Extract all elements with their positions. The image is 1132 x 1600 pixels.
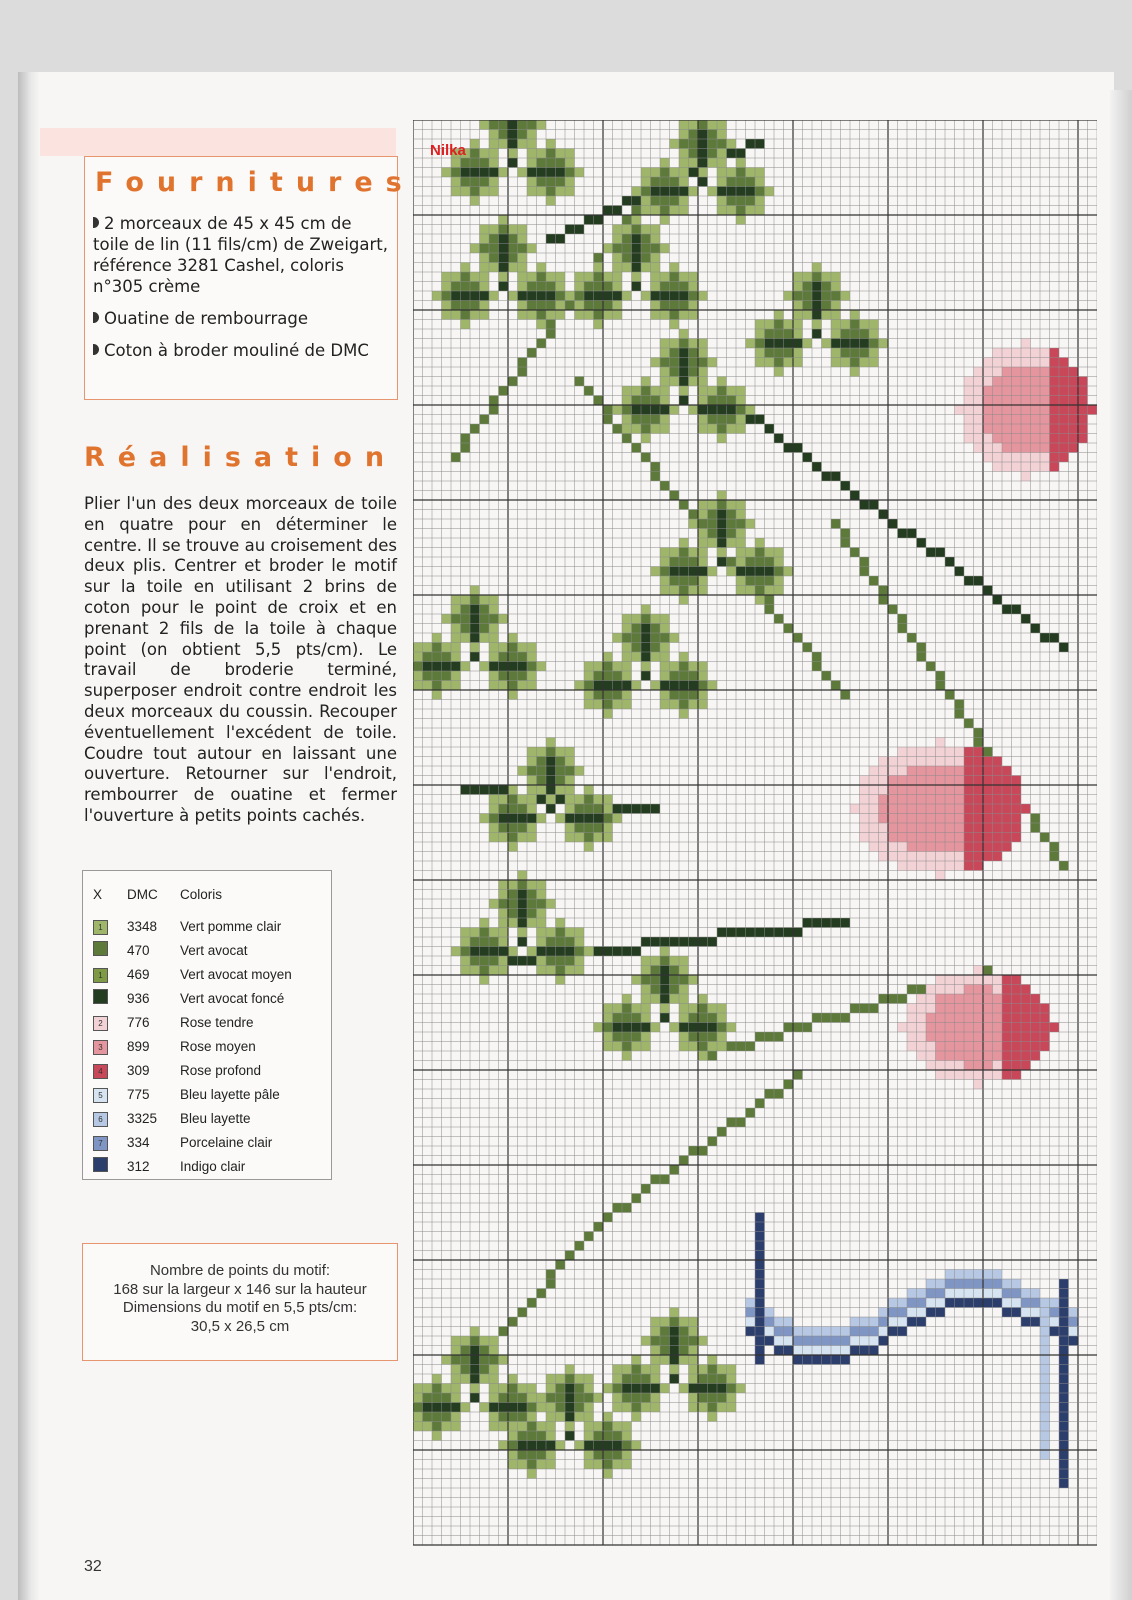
chart-grid [413, 120, 1097, 1545]
color-swatch: 1 [93, 920, 108, 935]
realisation-title: Réalisation [84, 442, 398, 473]
dmc-code: 469 [127, 966, 150, 982]
color-name: Bleu layette pâle [180, 1086, 280, 1102]
color-name: Vert avocat moyen [180, 966, 292, 982]
color-name: Rose tendre [180, 1014, 254, 1030]
decorative-band [40, 128, 396, 156]
legend-row [93, 1058, 292, 1082]
page-edge [1110, 90, 1132, 1600]
book-binding-shadow [18, 72, 40, 1600]
color-swatch: 5 [93, 1088, 108, 1103]
stitch-count-line: Nombre de points du motif: [149, 1262, 331, 1279]
legend-row [93, 1154, 292, 1178]
color-name: Rose moyen [180, 1038, 256, 1054]
color-swatch: 3 [93, 1040, 108, 1055]
bullet-icon [93, 312, 99, 323]
fournitures-box [84, 156, 415, 400]
dmc-code: 775 [127, 1086, 150, 1102]
dmc-code: 776 [127, 1014, 150, 1030]
legend-header-x: X [93, 886, 103, 902]
fournitures-title: Fournitures [95, 167, 415, 198]
legend-row [93, 914, 292, 938]
color-name: Vert avocat foncé [180, 990, 285, 1006]
dmc-code: 936 [127, 990, 150, 1006]
color-name: Rose profond [180, 1062, 262, 1078]
color-swatch: 2 [93, 1016, 108, 1031]
color-swatch [93, 941, 108, 956]
legend-row [93, 1034, 292, 1058]
color-swatch: 6 [93, 1112, 108, 1127]
dmc-code: 334 [127, 1134, 150, 1150]
dmc-code: 899 [127, 1038, 150, 1054]
legend-row [93, 1130, 292, 1154]
color-swatch: 4 [93, 1064, 108, 1079]
color-name: Indigo clair [180, 1158, 246, 1174]
list-item: Ouatine de rembourrage [93, 308, 388, 329]
stitch-count-box [82, 1243, 398, 1361]
fournitures-list [93, 213, 388, 372]
dmc-code: 309 [127, 1062, 150, 1078]
dmc-code: 3325 [127, 1110, 158, 1126]
legend-row [93, 938, 292, 962]
stitch-count-line: 168 sur la largeur x 146 sur la hauteur [113, 1280, 367, 1298]
color-name: Vert pomme clair [180, 918, 282, 934]
legend-row [93, 1082, 292, 1106]
bullet-icon [93, 344, 99, 355]
color-swatch [93, 1157, 108, 1172]
cross-stitch-chart [413, 120, 1097, 1554]
legend-header [93, 883, 292, 905]
color-swatch: 1 [93, 968, 108, 983]
stitch-count-line: 30,5 x 26,5 cm [190, 1317, 290, 1335]
dmc-code: 470 [127, 942, 150, 958]
color-legend [82, 870, 332, 1180]
watermark: Nilka [430, 142, 466, 159]
list-item: Coton à broder mouliné de DMC [93, 340, 388, 361]
legend-row [93, 1106, 292, 1130]
color-swatch [93, 989, 108, 1004]
legend-row [93, 986, 292, 1010]
dmc-code: 312 [127, 1158, 150, 1174]
legend-header-dmc: DMC [127, 886, 158, 902]
list-item: 2 morceaux de 45 x 45 cm de toile de lin (11 fils/cm) de Zweigart, référence 3281 Cashel, coloris n°305 crème [93, 214, 388, 296]
color-name: Bleu layette [180, 1110, 251, 1126]
color-swatch: 7 [93, 1136, 108, 1151]
bullet-icon [93, 217, 99, 228]
legend-row [93, 1010, 292, 1034]
legend-header-color: Coloris [180, 886, 223, 902]
dmc-code: 3348 [127, 918, 158, 934]
stitch-count-line: Dimensions du motif en 5,5 pts/cm: [122, 1299, 358, 1316]
realisation-text: Plier l'un des deux morceaux de toile en quatre pour en déterminer le centre. Il se trouve au croisement des deux plis. Centrer et broder le motif sur la toile en utilisant 2 brins de coton pour le point de croix et en prenant 2 fils de la toile à chaque point (on obtient 5,5 pts/cm). Le travail de broderie terminé, superposer endroit contre endroit les deux morceaux du coussin. Recouper éventuellement l'excédent de toile. Coudre tout autour en laissant une ouverture. Retourner sur l'endroit, rembourrer de ouatine et fermer l'ouverture à petits points cachés. [84, 494, 397, 825]
color-name: Vert avocat [180, 942, 248, 958]
legend-row [93, 962, 292, 986]
color-name: Porcelaine clair [180, 1134, 273, 1150]
page-number: 32 [84, 1558, 102, 1575]
legend-table [93, 883, 292, 1178]
